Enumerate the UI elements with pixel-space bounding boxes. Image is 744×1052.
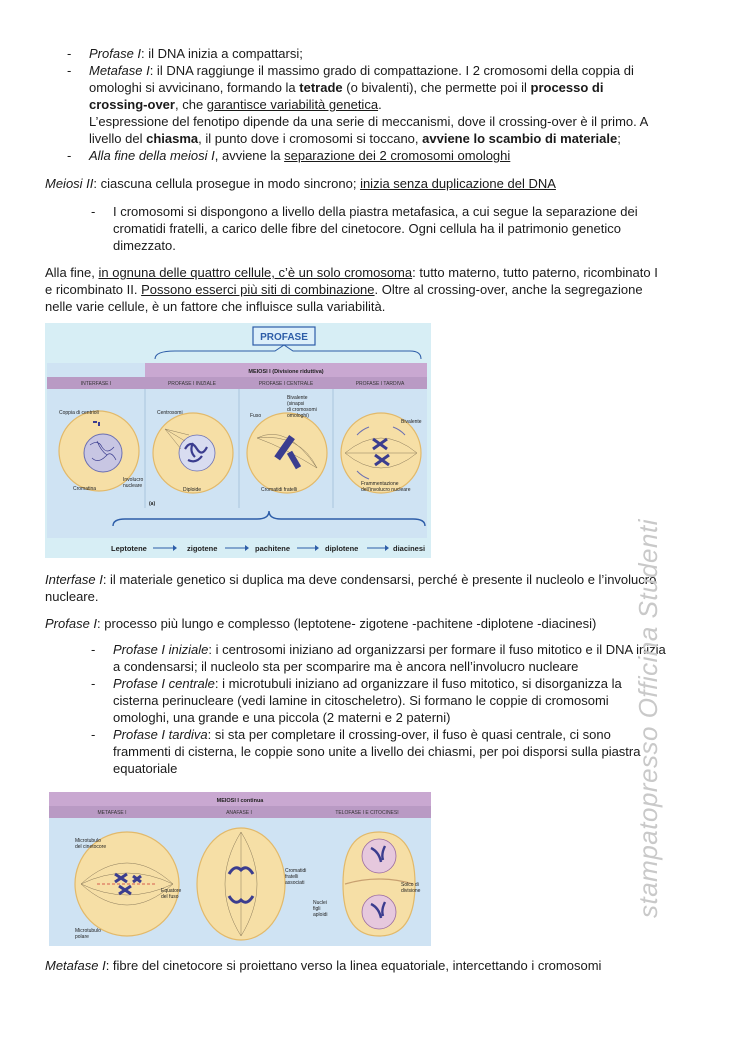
stage-label: ANAFASE I — [226, 810, 252, 816]
figure-label: associati — [285, 880, 305, 886]
figure-label: figli — [313, 906, 321, 912]
figure-label: nucleare — [123, 483, 143, 489]
figure-label: del cinetocore — [75, 844, 107, 850]
profase-diagram — [45, 323, 431, 558]
panel-label: (a) — [149, 501, 156, 507]
figure-label: divisione — [401, 888, 421, 894]
meiosis-phase-list — [67, 45, 717, 164]
profase-list — [91, 641, 711, 777]
interfase-paragraph: Interfase I: il materiale genetico si duplica ma deve condensarsi, perché è presente il nucleolo e l’involucro nucleare. — [45, 572, 657, 604]
phase-label: zigotene — [187, 544, 218, 553]
phase-label: pachitene — [255, 544, 291, 553]
stage-label: METAFASE I — [97, 810, 127, 816]
figure-label: Diploide — [183, 487, 202, 493]
figure-label: Bivalente — [287, 395, 308, 401]
figure-label: Solco di — [401, 882, 419, 888]
figure-label: Bivalente — [401, 419, 422, 425]
stage-label: PROFASE I TARDIVA — [355, 381, 405, 387]
figure-label: omologhi) — [287, 413, 309, 419]
profase-title: PROFASE — [260, 332, 308, 343]
stage-label: PROFASE I CENTRALE — [258, 381, 314, 387]
list-item: - Alla fine della meiosi I, avviene la separazione dei 2 cromosomi omologhi — [67, 148, 511, 163]
profase-iniziale-cell — [153, 413, 233, 493]
figure-label: Cromatina — [73, 486, 97, 492]
figure-label: Coppia di centrioli — [59, 410, 99, 416]
figure-label: polare — [75, 934, 89, 940]
figure-label: Microtubulo — [75, 928, 101, 934]
list-item: - Metafase I: il DNA raggiunge il massimo grado di compattazione. I 2 cromosomi della coppia di omologhi si avvicinano, formando la tetrade (o bivalenti), che permette poi il processo di crossing-over, che garantisce variabilità genetica. L’espressione del fenotipo dipende da una serie di meccanismi, dove il crossing-over è il primo. A livello del chiasma, il punto dove i cromosomi si toccano, avviene lo scambio di materiale; — [67, 63, 649, 146]
stage-label: TELOFASE I E CITOCINESI — [335, 810, 399, 816]
figure-label: Nuclei — [313, 900, 327, 906]
meiosi-continua-header: MEIOSI I continua — [216, 798, 264, 804]
list-item: - Profase I iniziale: i centrosomi iniziano ad organizzarsi per formare il fuso mitotico e il DNA inizia a condensarsi; il nucleolo sta per scomparire ma è ancora nell’involucro nucleare — [91, 642, 666, 674]
list-item: - Profase I tardiva: si sta per completare il crossing-over, il fuso è quasi centrale, ci sono frammenti di cisterna, le coppie sono unite a livello dei chiasmi, per poi disporsi sulla piastra equatoriale — [91, 727, 641, 776]
list-item: - Profase I centrale: i microtubuli iniziano ad organizzare il fuso mitotico, si disorganizza la cisterna perinucleare (vedi lamine in citoscheletro). Si formano le coppie di cromosomi omologhi, una grande e una piccola (2 materni e 2 paterni) — [91, 676, 622, 725]
figure-label: di cromosomi — [287, 407, 317, 413]
phase-label: diacinesi — [393, 544, 426, 553]
figure-label: Cromatidi fratelli — [261, 487, 298, 493]
figure-label: del fuso — [161, 894, 179, 900]
figure-label: Frammentazione — [361, 481, 399, 487]
phase-label: diplotene — [325, 544, 359, 553]
anafase-cell — [197, 828, 285, 940]
phase-label: Leptotene — [111, 544, 147, 553]
figure-label: fratelli — [285, 874, 299, 880]
list-item: - I cromosomi si dispongono a livello della piastra metafasica, a cui segue la separazione dei cromatidi fratelli, a carico delle fibre del cinetocore. Ogni cellula ha il patrimonio genetico dimezzato. — [91, 204, 638, 253]
figure-label: aploidi — [313, 912, 328, 918]
profase-paragraph: Profase I: processo più lungo e complesso (leptotene- zigotene -pachitene -diplotene -diacinesi) — [45, 616, 597, 631]
stage-label: INTERFASE I — [80, 381, 112, 387]
figure-label: Involucro — [123, 477, 144, 483]
watermark: stampatopresso Officina Studenti — [633, 519, 663, 918]
metafase-paragraph: Metafase I: fibre del cinetocore si proiettano verso la linea equatoriale, intercettando i cromosomi — [45, 958, 602, 973]
figure-label: Microtubulo — [75, 838, 101, 844]
list-item: - Profase I: il DNA inizia a compattarsi; — [67, 46, 303, 61]
meiosi-ii-list — [91, 203, 711, 254]
profase-centrale-cell — [247, 413, 327, 493]
figure-label: Centrosomi — [157, 410, 183, 416]
meiosi-ii-paragraph: Meiosi II: ciascuna cellula prosegue in modo sincrono; inizia senza duplicazione del DNA — [45, 176, 556, 191]
meiosi-continua-diagram — [49, 792, 431, 946]
conclusion-paragraph: Alla fine, in ognuna delle quattro cellule, c’è un solo cromosoma: tutto materno, tutto paterno, ricombinato I e ricombinato II. Possono esserci più siti di combinazione. Oltre al crossing-over, anche la segregazione nelle varie cellule, è un fattore che influisce sulla variabilità. — [45, 265, 658, 314]
figure-label: Cromatidi — [285, 868, 307, 874]
meiosi-i-header: MEIOSI I (Divisione riduttiva) — [248, 369, 324, 375]
profase-figure — [45, 323, 431, 558]
figure-label: (sinapsi — [287, 401, 305, 407]
figure-label: dell’involucro nucleare — [361, 487, 411, 493]
meiosi-continua-figure — [49, 792, 431, 946]
stage-label: PROFASE I INIZIALE — [167, 381, 217, 387]
figure-label: Fuso — [250, 413, 262, 419]
figure-label: Equatore — [161, 888, 182, 894]
